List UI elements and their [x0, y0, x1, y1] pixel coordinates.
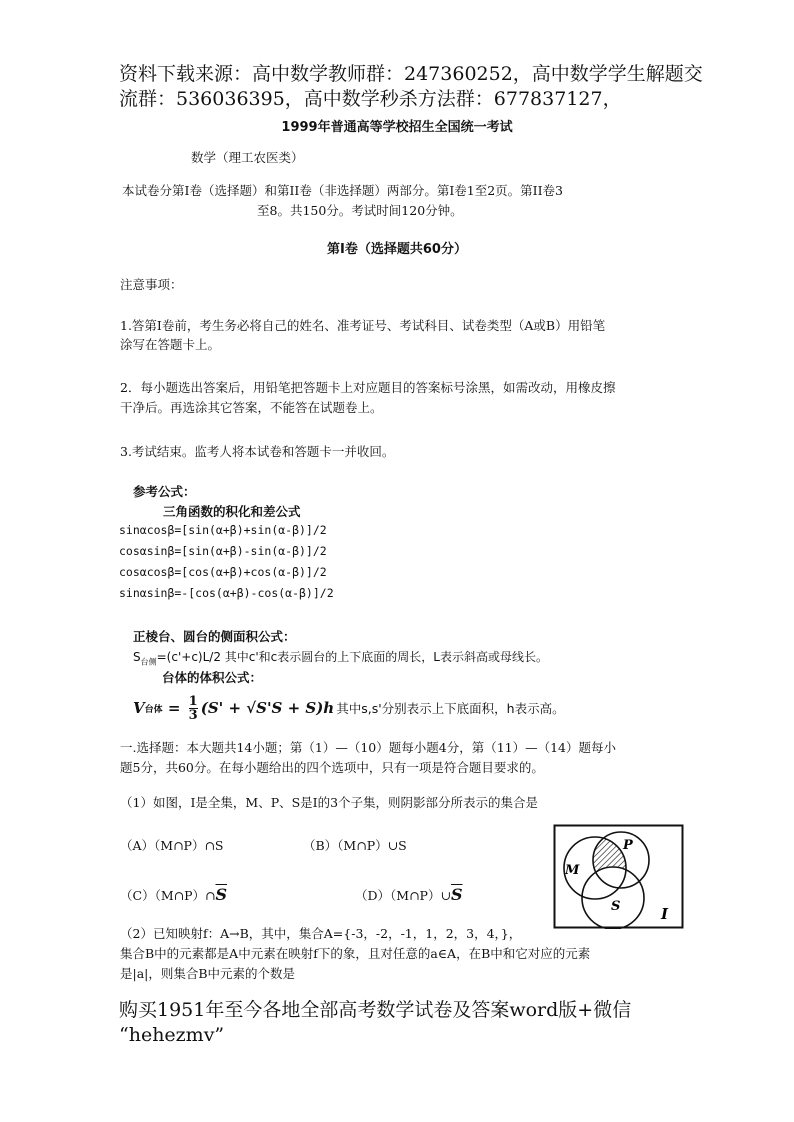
- part1-heading: 第Ⅰ卷（选择题共60分）: [327, 242, 467, 257]
- volume-eq: =: [162, 699, 186, 717]
- q1-option-d: [355, 885, 463, 905]
- q2-line-3: 是|a|，则集合B中元素的个数是: [120, 966, 296, 981]
- label-i: I: [661, 905, 669, 923]
- fraction-num: 1: [188, 693, 198, 709]
- lateral-s: S: [133, 650, 141, 664]
- section1-line-1: 一.选择题：本大题共14小题；第（1）—（10）题每小题4分，第（11）—（14）题每小: [120, 740, 617, 755]
- q1-stem: （1）如图，I是全集，M、P、S是I的3个子集，则阴影部分所表示的集合是: [120, 795, 539, 810]
- trig-heading: 三角函数的积化和差公式: [163, 504, 301, 519]
- label-m: M: [565, 863, 580, 878]
- formulas-heading: 参考公式：: [133, 484, 196, 499]
- volume-note: 其中s,s'分别表示上下底面积，h表示高。: [336, 701, 565, 716]
- exam-title: 1999年普通高等学校招生全国统一考试: [281, 120, 513, 135]
- trig-formula-2: cosαsinβ=[sin(α+β)-sin(α-β)]/2: [119, 544, 327, 558]
- fraction-den: 3: [188, 707, 198, 723]
- lateral-area-heading: 正棱台、圆台的侧面积公式：: [133, 629, 296, 644]
- q1-option-d-text: （D）（M∩P）∪: [355, 888, 451, 903]
- section1-line-2: 题5分，共60分。在每小题给出的四个选项中，只有一项是符合题目要求的。: [120, 760, 544, 775]
- lateral-sub: 台侧: [140, 657, 157, 667]
- q1-option-c-text: （C）（M∩P）∩: [120, 888, 216, 903]
- s-complement: $\overline{S}$: [215, 885, 228, 904]
- intro-line-2: 至8。共150分。考试时间120分钟。: [257, 203, 463, 218]
- note-1-line-1: 1.答第Ⅰ卷前，考生务必将自己的姓名、准考证号、考试科目、试卷类型（A或B）用铅笔: [120, 318, 606, 333]
- q1-option-c: [120, 885, 227, 905]
- intro-line-1: 本试卷分第Ⅰ卷（选择题）和第II卷（非选择题）两部分。第Ⅰ卷1至2页。第II卷3: [122, 183, 563, 198]
- s-complement: $\overline{S}$: [450, 885, 463, 904]
- volume-fraction: [189, 695, 198, 722]
- label-p: P: [623, 838, 633, 853]
- volume-expr: (S' + √S'S + S)h: [200, 699, 335, 717]
- volume-v: V: [133, 699, 145, 717]
- banner-line-2: 流群：536036395，高中数学秒杀方法群：677837127，: [119, 88, 622, 110]
- lateral-area-formula: [133, 648, 548, 667]
- footer-line-1: 购买1951年至今各地全部高考数学试卷及答案word版+微信: [119, 999, 632, 1021]
- label-s: S: [611, 899, 621, 914]
- q1-option-a: （A）（M∩P）∩S: [120, 838, 224, 853]
- subject-line: 数学（理工农医类）: [191, 150, 304, 165]
- note-1-line-2: 涂写在答题卡上。: [120, 337, 221, 352]
- venn-diagram: [553, 824, 684, 929]
- note-3: 3.考试结束。监考人将本试卷和答题卡一并收回。: [120, 444, 395, 459]
- volume-sub: 台体: [144, 704, 163, 715]
- trig-formula-1: sinαcosβ=[sin(α+β)+sin(α-β)]/2: [119, 523, 327, 537]
- footer-line-2: “hehezmv”: [119, 1024, 225, 1046]
- note-2-line-2: 干净后。再选涂其它答案，不能答在试题卷上。: [120, 400, 383, 415]
- volume-formula: [133, 688, 565, 728]
- volume-heading: 台体的体积公式：: [162, 670, 263, 685]
- trig-formula-4: sinαsinβ=-[cos(α+β)-cos(α-β)]/2: [119, 586, 334, 600]
- note-2-line-1: 2．每小题选出答案后，用铅笔把答题卡上对应题目的答案标号涂黑，如需改动，用橡皮擦: [120, 380, 616, 395]
- q2-line-2: 集合B中的元素都是A中元素在映射f下的象，且对任意的a∈A，在B中和它对应的元素: [120, 946, 591, 961]
- q1-option-b: （B）（M∩P）∪S: [303, 838, 407, 853]
- q2-line-1: （2）已知映射f：A→B，其中，集合A={-3，-2，-1，1，2，3，4，}，: [120, 926, 522, 941]
- notes-heading: 注意事项：: [120, 277, 183, 292]
- lateral-rest: =(c'+c)L/2 其中c'和c表示圆台的上下底面的周长，L表示斜高或母线长。: [156, 650, 548, 664]
- banner-line-1: 资料下载来源：高中数学教师群：247360252，高中数学学生解题交: [119, 63, 703, 85]
- trig-formula-3: cosαcosβ=[cos(α+β)+cos(α-β)]/2: [119, 565, 327, 579]
